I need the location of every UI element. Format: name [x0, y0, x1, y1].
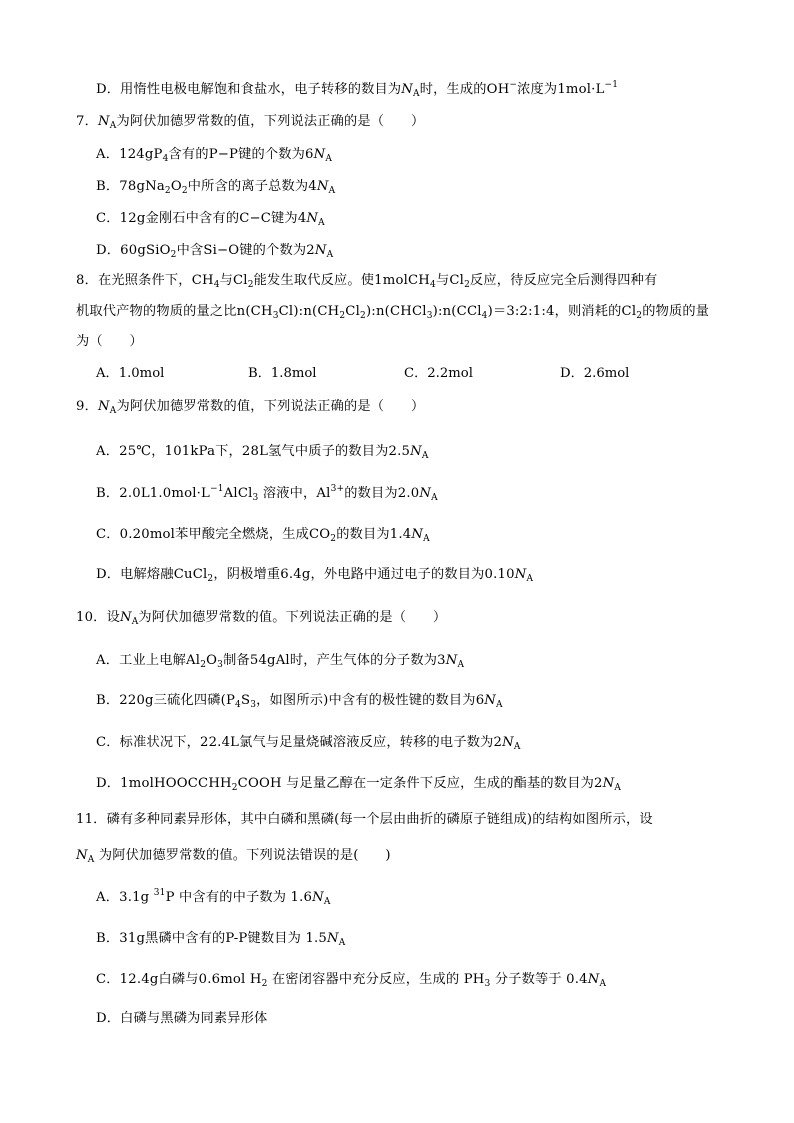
q8-option-b: B．1.8mol [248, 366, 317, 381]
q9-option-b: B．$2.0L1.0mol\cdot L^{-1}AlCl_3$ 溶液中，$Al^{3+}$的数目为$2.0N_A$ [96, 484, 438, 503]
q8-option-a: A．1.0mol [96, 366, 165, 381]
q7-option-d: D．60gSiO$_2$中含Si−O键的个数为$2N_A$ [96, 243, 334, 260]
q11-option-c: C．12.4g白磷与0.6mol $H_2$ 在密闭容器中充分反应，生成的 $PH_3$ 分子数等于 $0.4N_A$ [96, 972, 607, 989]
q10-stem: 10．设$N_A$为阿伏加德罗常数的值。下列说法正确的是（ ） [76, 610, 447, 627]
q8-stem-line1: 8．在光照条件下，$CH_4$与$Cl_2$能发生取代反应。使1molCH$_4$与$Cl_2$反应，待反应完全后测得四种有 [76, 273, 658, 290]
q9-stem: 9．$N_A$为阿伏加德罗常数的值，下列说法正确的是（ ） [76, 399, 425, 416]
q11-option-d: D．白磷与黑磷为同素异形体 [96, 1011, 268, 1026]
q11-stem-line2: $N_A$ 为阿伏加德罗常数的值。下列说法错误的是( ) [76, 848, 391, 865]
q9-option-d: D．电解熔融CuCl$_2$，阴极增重6.4g，外电路中通过电子的数目为$0.10N_A$ [96, 567, 534, 584]
q8-stem-line2: 机取代产物的物质的量之比$n(CH_3Cl):n(CH_2Cl_2):n(CHCl_3):n(CCl_4)=3:2:1:4$，则消耗的$Cl_2$的物质的量 [76, 304, 710, 321]
q7-option-b: B．$78gNa_2O_2$中所含的离子总数为$4N_A$ [96, 179, 336, 196]
q7-stem: 7．$N_A$为阿伏加德罗常数的值，下列说法正确的是（ ） [76, 114, 425, 131]
q11-option-b: B．31g黑磷中含有的P-P键数目为 $1.5N_A$ [96, 931, 346, 948]
q10-option-d: D．1molHOOCCHH$_2$COOH 与足量乙醇在一定条件下反应，生成的酯基的数目为$2N_A$ [96, 776, 622, 793]
q8-option-c: C．2.2mol [404, 366, 473, 381]
q10-option-a: A．工业上电解$Al_2O_3$制备54gAl时，产生气体的分子数为$3N_A$ [96, 653, 465, 670]
q7-option-a: A．$124gP_4$含有的P−P键的个数为$6N_A$ [96, 147, 333, 164]
q9-option-a: A．25℃，101kPa下，28L氢气中质子的数目为$2.5N_A$ [96, 444, 429, 461]
q10-option-c: C．标准状况下，22.4L氯气与足量烧碱溶液反应，转移的电子数为$2N_A$ [96, 735, 521, 752]
q10-option-b: B．220g三硫化四磷($P_4S_3$，如图所示)中含有的极性键的数目为$6N_A$ [96, 693, 503, 710]
q11-stem-line1: 11．磷有多种同素异形体，其中白磷和黑磷(每一个层由曲折的磷原子链组成)的结构如图所示，设 [76, 812, 653, 827]
q9-option-c: C．0.20mol苯甲酸完全燃烧，生成$CO_2$的数目为$1.4N_A$ [96, 527, 430, 544]
q8-stem-line3: 为（ ） [76, 334, 143, 349]
q8-option-d: D．2.6mol [560, 366, 630, 381]
q11-option-a: A．3.1g $^{31}$P 中含有的中子数为 $1.6N_A$ [96, 888, 331, 907]
q7-option-c: C．12g金刚石中含有的C−C键为$4N_A$ [96, 211, 325, 228]
q6-option-d: D．用惰性电极电解饱和食盐水，电子转移的数目为$N_A$时，生成的OH−浓度为$1mol\cdot L^{-1}$ [96, 80, 619, 99]
q8-options-row [96, 365, 716, 383]
